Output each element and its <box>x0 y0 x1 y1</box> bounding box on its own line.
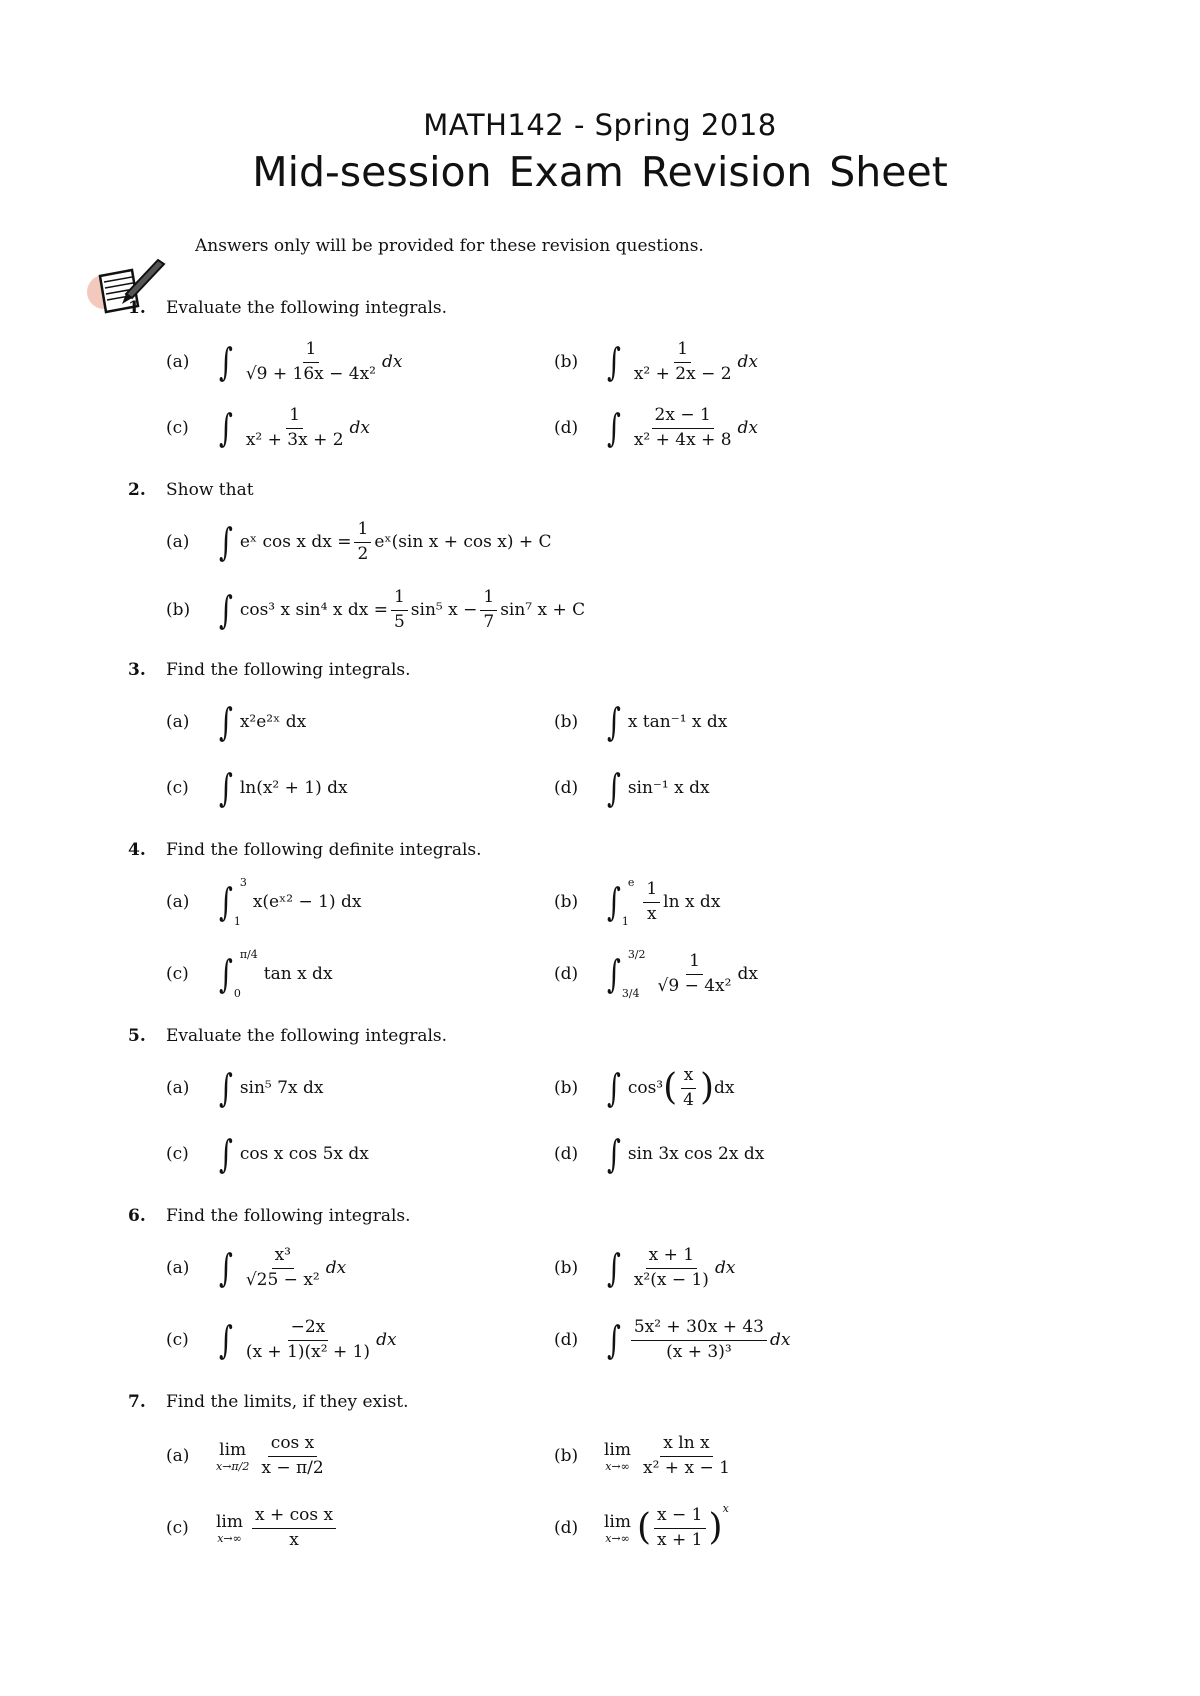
fraction <box>391 588 408 632</box>
part-label: (a) <box>166 1258 190 1278</box>
denominator: 4 <box>683 1089 694 1110</box>
integral-sign: ∫ <box>606 1246 621 1290</box>
q4-part-d <box>554 944 758 1004</box>
numerator: 1 <box>643 880 660 903</box>
integral-sign: ∫ <box>606 880 621 924</box>
integral-sign: ∫ <box>218 340 233 384</box>
integral-sign: ∫ <box>606 1318 621 1362</box>
integral-sign: ∫ <box>606 700 621 744</box>
integral-sign: ∫ <box>606 766 621 810</box>
question-prompt: Evaluate the following integrals. <box>166 1026 448 1046</box>
part-label: (b) <box>554 892 579 912</box>
q1-part-c <box>166 398 370 458</box>
q6-part-c <box>166 1310 397 1370</box>
lower-limit: 3/4 <box>621 987 640 1000</box>
expression: dx <box>737 964 758 984</box>
fraction <box>655 952 735 996</box>
fraction <box>243 1318 373 1362</box>
integral-sign: ∫ <box>218 880 233 924</box>
integral-sign: ∫ <box>218 1066 233 1110</box>
limit-subscript: x→π/2 <box>216 1459 250 1473</box>
question-number: 6. <box>128 1206 146 1226</box>
denominator: 7 <box>483 611 495 632</box>
expression: x(eˣ² − 1) dx <box>252 892 362 912</box>
part-label: (d) <box>554 1518 579 1538</box>
lower-limit: 0 <box>233 987 241 1000</box>
expression: sin⁵ x − <box>410 600 478 620</box>
q4-part-c <box>166 944 333 1004</box>
denominator: √9 − 4x² <box>657 975 732 996</box>
numerator: x ln x <box>660 1434 712 1457</box>
part-label: (b) <box>554 1446 579 1466</box>
limit-subscript: x→∞ <box>605 1531 630 1545</box>
question-number: 3. <box>128 660 146 680</box>
lim-text: lim <box>216 1511 243 1532</box>
q7-part-c <box>166 1498 339 1558</box>
numerator: cos x <box>268 1434 317 1457</box>
numerator: x + 1 <box>646 1246 697 1269</box>
part-label: (a) <box>166 1078 190 1098</box>
fraction <box>243 340 379 384</box>
expression: x²e²ˣ dx <box>239 712 307 732</box>
q3-part-a <box>166 692 306 752</box>
question-7 <box>128 1392 409 1412</box>
expression: sin 3x cos 2x dx <box>627 1144 765 1164</box>
numerator: 2x − 1 <box>652 406 714 429</box>
expression: tan x dx <box>263 964 333 984</box>
numerator: 5x² + 30x + 43 <box>631 1318 767 1341</box>
denominator: x² + 2x − 2 <box>633 363 732 384</box>
q6-part-a <box>166 1238 346 1298</box>
numerator: 1 <box>354 520 371 543</box>
limit-subscript: x→∞ <box>217 1531 242 1545</box>
fraction <box>631 406 735 450</box>
denominator: x <box>289 1529 299 1550</box>
part-label: (a) <box>166 352 190 372</box>
differential: dx <box>737 418 759 438</box>
q2-part-b <box>166 580 585 640</box>
fraction <box>654 1506 705 1550</box>
numerator: 1 <box>391 588 408 611</box>
question-number: 4. <box>128 840 146 860</box>
part-label: (d) <box>554 778 579 798</box>
denominator: x² + 4x + 8 <box>633 429 732 450</box>
denominator: x²(x − 1) <box>633 1269 709 1290</box>
question-5 <box>128 1026 447 1046</box>
numerator: x <box>681 1066 697 1089</box>
lower-limit: 1 <box>233 915 241 928</box>
question-prompt: Find the limits, if they exist. <box>166 1392 409 1412</box>
question-prompt: Find the following integrals. <box>166 1206 411 1226</box>
expression: dx <box>714 1078 735 1098</box>
limit-operator <box>604 1512 631 1545</box>
fraction <box>640 1434 733 1478</box>
part-label: (b) <box>554 712 579 732</box>
integral-sign: ∫ <box>218 1246 233 1290</box>
part-label: (a) <box>166 892 190 912</box>
numerator: 1 <box>303 340 320 363</box>
integral-sign: ∫ <box>218 700 233 744</box>
part-label: (b) <box>166 600 191 620</box>
expression: cos x cos 5x dx <box>239 1144 369 1164</box>
integral-sign: ∫ <box>606 952 621 996</box>
expression: cos³ <box>627 1078 664 1098</box>
part-label: (c) <box>166 1144 189 1164</box>
right-paren: ) <box>699 1067 715 1108</box>
part-label: (d) <box>554 418 579 438</box>
integral-sign: ∫ <box>606 406 621 450</box>
q5-part-c <box>166 1124 369 1184</box>
numerator: −2x <box>288 1318 329 1341</box>
course-title: MATH142 - Spring 2018 <box>423 108 777 142</box>
numerator: x + cos x <box>252 1506 336 1529</box>
lim-text: lim <box>604 1511 631 1532</box>
q1-part-a <box>166 332 403 392</box>
differential: dx <box>770 1330 791 1350</box>
lim-text: lim <box>604 1439 631 1460</box>
denominator: x² + 3x + 2 <box>245 429 344 450</box>
q1-part-b <box>554 332 758 392</box>
q1-part-d <box>554 398 758 458</box>
expression: sin⁻¹ x dx <box>627 778 710 798</box>
question-prompt: Show that <box>166 480 254 500</box>
part-label: (a) <box>166 1446 190 1466</box>
question-4 <box>128 840 482 860</box>
differential: dx <box>325 1258 347 1278</box>
expression: eˣ(sin x + cos x) + C <box>374 532 552 552</box>
differential: dx <box>737 352 759 372</box>
left-paren: ( <box>663 1067 678 1108</box>
q7-part-b <box>554 1426 736 1486</box>
question-number: 7. <box>128 1392 146 1412</box>
lower-limit: 1 <box>621 915 629 928</box>
upper-limit: 3/2 <box>627 948 646 961</box>
numerator: x − 1 <box>654 1506 705 1529</box>
expression: sin⁷ x + C <box>500 600 586 620</box>
denominator: 2 <box>357 543 369 564</box>
numerator: 1 <box>286 406 303 429</box>
question-number: 2. <box>128 480 146 500</box>
numerator: 1 <box>480 588 497 611</box>
q6-part-d <box>554 1310 790 1370</box>
denominator: x² + x − 1 <box>643 1457 730 1478</box>
denominator: √9 + 16x − 4x² <box>245 363 377 384</box>
part-label: (c) <box>166 418 189 438</box>
differential: dx <box>382 352 403 372</box>
question-3 <box>128 660 411 680</box>
part-label: (b) <box>554 1078 579 1098</box>
q5-part-b <box>554 1058 735 1118</box>
part-label: (b) <box>554 352 579 372</box>
fraction <box>631 1246 712 1290</box>
q3-part-b <box>554 692 727 752</box>
differential: dx <box>349 418 371 438</box>
q5-part-d <box>554 1124 764 1184</box>
part-label: (c) <box>166 1518 189 1538</box>
question-1 <box>128 298 447 318</box>
q4-part-b <box>554 872 720 932</box>
part-label: (d) <box>554 1144 579 1164</box>
limit-operator <box>216 1440 249 1473</box>
denominator: (x + 1)(x² + 1) <box>245 1341 371 1362</box>
upper-limit: e <box>627 876 635 889</box>
expression: eˣ cos x dx = <box>239 532 352 552</box>
differential: dx <box>714 1258 736 1278</box>
fraction <box>631 1318 767 1362</box>
fraction <box>354 520 371 564</box>
denominator: x − π/2 <box>261 1457 324 1478</box>
expression: ln x dx <box>663 892 721 912</box>
integral-sign: ∫ <box>218 952 233 996</box>
q7-part-d <box>554 1498 729 1558</box>
exponent: x <box>722 1502 729 1515</box>
expression: ln(x² + 1) dx <box>239 778 348 798</box>
expression: cos³ x sin⁴ x dx = <box>239 600 388 620</box>
numerator: 1 <box>674 340 691 363</box>
question-number: 1. <box>128 298 146 318</box>
answers-note: Answers only will be provided for these revision questions. <box>195 236 704 256</box>
fraction <box>631 340 735 384</box>
fraction <box>480 588 497 632</box>
q6-part-b <box>554 1238 735 1298</box>
part-label: (b) <box>554 1258 579 1278</box>
question-prompt: Evaluate the following integrals. <box>166 298 448 318</box>
q4-part-a <box>166 872 362 932</box>
left-paren: ( <box>637 1507 652 1548</box>
integral-sign: ∫ <box>218 520 233 564</box>
q5-part-a <box>166 1058 323 1118</box>
integral-sign: ∫ <box>218 766 233 810</box>
part-label: (c) <box>166 778 189 798</box>
fraction <box>258 1434 326 1478</box>
limit-operator <box>216 1512 243 1545</box>
numerator: 1 <box>686 952 703 975</box>
question-number: 5. <box>128 1026 146 1046</box>
integral-sign: ∫ <box>606 340 621 384</box>
part-label: (a) <box>166 532 190 552</box>
question-prompt: Find the following integrals. <box>166 660 411 680</box>
part-label: (c) <box>166 964 189 984</box>
lim-text: lim <box>219 1439 247 1460</box>
right-paren: ) <box>708 1507 723 1548</box>
denominator: 5 <box>393 611 405 632</box>
integral-sign: ∫ <box>218 406 233 450</box>
fraction <box>643 880 660 924</box>
fraction <box>243 1246 323 1290</box>
part-label: (c) <box>166 1330 189 1350</box>
numerator: x³ <box>272 1246 294 1269</box>
limit-operator <box>604 1440 631 1473</box>
upper-limit: 3 <box>239 876 247 889</box>
denominator: x <box>646 903 657 924</box>
limit-subscript: x→∞ <box>605 1459 630 1473</box>
fraction <box>680 1066 697 1110</box>
integral-sign: ∫ <box>606 1132 621 1176</box>
differential: dx <box>376 1330 397 1350</box>
question-prompt: Find the following definite integrals. <box>166 840 482 860</box>
sheet-title: Mid-session Exam Revision Sheet <box>252 148 948 196</box>
denominator: (x + 3)³ <box>666 1341 732 1362</box>
fraction <box>243 406 347 450</box>
part-label: (d) <box>554 1330 579 1350</box>
fraction <box>252 1506 336 1550</box>
integral-sign: ∫ <box>606 1066 621 1110</box>
q3-part-c <box>166 758 348 818</box>
expression: x tan⁻¹ x dx <box>627 712 728 732</box>
q2-part-a <box>166 512 552 572</box>
integral-sign: ∫ <box>218 588 233 632</box>
upper-limit: π/4 <box>239 948 258 961</box>
denominator: x + 1 <box>657 1529 703 1550</box>
integral-sign: ∫ <box>218 1318 233 1362</box>
q3-part-d <box>554 758 710 818</box>
integral-sign: ∫ <box>218 1132 233 1176</box>
question-2 <box>128 480 254 500</box>
part-label: (d) <box>554 964 579 984</box>
expression: sin⁵ 7x dx <box>239 1078 324 1098</box>
part-label: (a) <box>166 712 190 732</box>
question-6 <box>128 1206 411 1226</box>
denominator: √25 − x² <box>245 1269 320 1290</box>
q7-part-a <box>166 1426 330 1486</box>
